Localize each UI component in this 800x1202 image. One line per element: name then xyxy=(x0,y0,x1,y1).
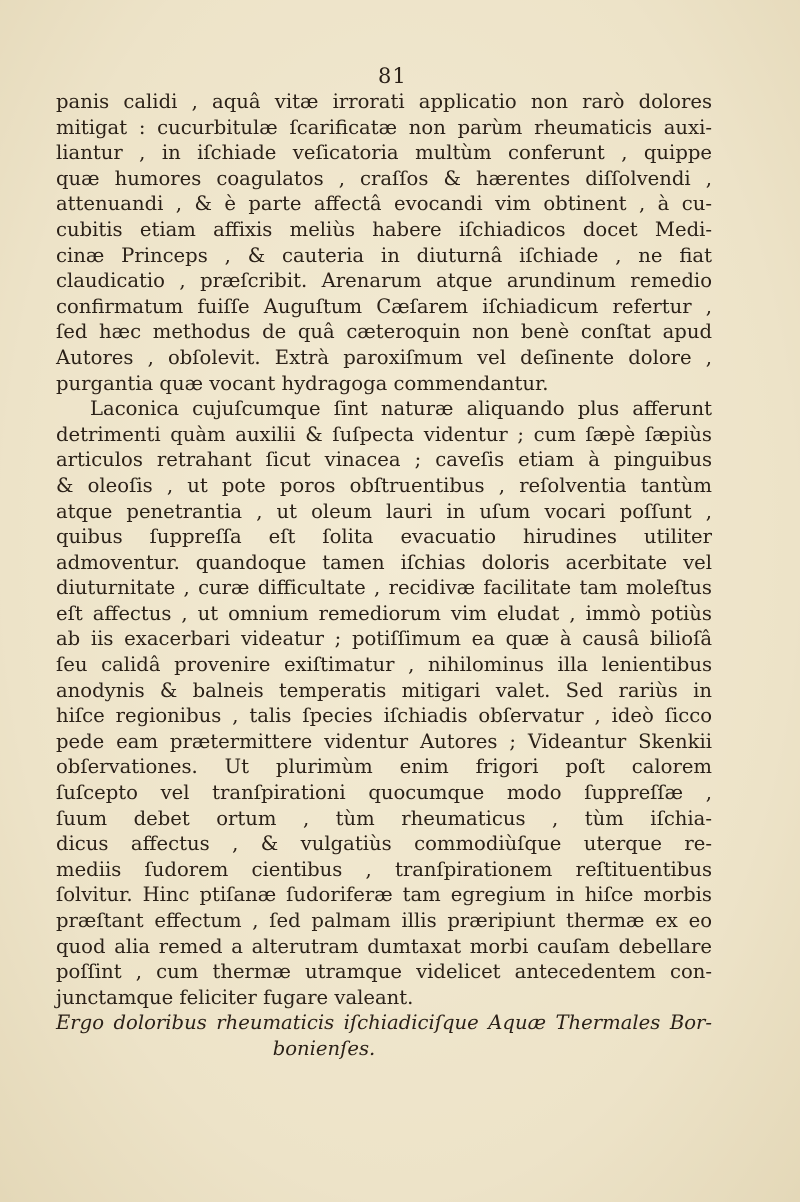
text-line: Laconica cujuſcumque ſint naturæ aliquando plus afferunt xyxy=(90,397,712,421)
conclusion-line-1: Ergo doloribus rheumaticis iſchiadiciſque Aquæ Thermales Bor- xyxy=(56,1011,712,1035)
text-line: quæ humores coagulatos , craſſos & hærentes diſſolvendi , xyxy=(56,166,712,190)
text-line: junctamque feliciter fugare valeant. xyxy=(56,985,414,1009)
text-line: admoventur. quandoque tamen iſchias doloris acerbitate vel xyxy=(56,550,712,574)
text-line: ſed hæc methodus de quâ cæteroquin non benè conſtat apud xyxy=(56,320,712,344)
text-line: pede eam prætermittere videntur Autores ; Videantur Skenkii xyxy=(56,729,712,753)
text-line: panis calidi , aquâ vitæ irrorati applicatio non rarò dolores xyxy=(56,90,712,113)
text-line: cinæ Princeps , & cauteria in diuturnâ iſchiade , ne fiat xyxy=(56,243,712,267)
body-text xyxy=(56,89,712,1062)
text-line: purgantia quæ vocant hydragoga commendantur. xyxy=(56,371,549,395)
text-line: confirmatum fuiſſe Auguſtum Cæſarem iſchiadicum refertur , xyxy=(56,294,712,318)
text-line: præſtant effectum , ſed palmam illis præripiunt thermæ ex eo xyxy=(56,909,712,932)
text-line: poſſint , cum thermæ utramque videlicet antecedentem con- xyxy=(56,960,712,984)
text-line: anodynis & balneis temperatis mitigari valet. Sed rariùs in xyxy=(56,678,712,702)
text-line: ſuſcepto vel tranſpirationi quocumque modo ſuppreſſæ , xyxy=(56,781,712,805)
text-line: attenuandi , & è parte affectâ evocandi vim obtinent , à cu- xyxy=(56,192,712,216)
text-line: dicus affectus , & vulgatiùs commodiùſque uterque re- xyxy=(56,832,712,856)
text-line: mitigat : cucurbitulæ ſcarificatæ non parùm rheumaticis auxi- xyxy=(56,115,712,139)
text-line: articulos retrahant ſicut vinacea ; caveſis etiam à pinguibus xyxy=(56,448,712,472)
text-line: hiſce regionibus , talis ſpecies iſchiadis obſervatur , ideò ſicco xyxy=(56,704,712,728)
text-line: & oleoſis , ut pote poros obſtruentibus , reſolventia tantùm xyxy=(56,473,712,497)
text-line: liantur , in iſchiade veſicatoria multùm conferunt , quippe xyxy=(56,141,712,165)
text-line: mediis ſudorem cientibus , tranſpirationem reſtituentibus xyxy=(56,857,712,881)
page-number: 81 xyxy=(378,64,407,88)
text-line: quod alia remed a alterutram dumtaxat morbi cauſam debellare xyxy=(56,934,712,958)
conclusion xyxy=(56,1010,712,1061)
text-line: quibus ſuppreſſa eſt ſolita evacuatio hirudines utiliter xyxy=(56,525,712,549)
text-line: cubitis etiam affixis meliùs habere iſchiadicos docet Medi- xyxy=(56,217,712,241)
text-line: ſuum debet ortum , tùm rheumaticus , tùm iſchia- xyxy=(56,806,712,830)
conclusion-line-2: bonienſes. xyxy=(272,1036,376,1060)
text-line: detrimenti quàm auxilii & ſuſpecta videntur ; cum ſæpè ſæpiùs xyxy=(56,422,712,446)
text-line: ſeu calidâ provenire exiſtimatur , nihilominus illa lenientibus xyxy=(56,653,712,677)
paragraph-2 xyxy=(56,396,712,1010)
text-line: eſt affectus , ut omnium remediorum vim eludat , immò potiùs xyxy=(56,601,712,625)
text-line: ſolvitur. Hinc ptiſanæ ſudoriferæ tam egregium in hiſce morbis xyxy=(56,883,712,907)
text-line: obſervationes. Ut plurimùm enim frigori poſt calorem xyxy=(56,755,712,779)
text-line: diuturnitate , curæ difficultate , recidivæ facilitate tam moleſtus xyxy=(56,576,712,600)
text-line: ab iis exacerbari videatur ; potiſſimum ea quæ à causâ bilioſâ xyxy=(56,627,712,651)
text-line: claudicatio , præſcribit. Arenarum atque arundinum remedio xyxy=(56,269,712,293)
text-line: Autores , obſolevit. Extrà paroxiſmum vel deſinente dolore , xyxy=(56,345,712,369)
text-line: atque penetrantia , ut oleum lauri in uſum vocari poſſunt , xyxy=(56,499,712,523)
paragraph-1 xyxy=(56,89,712,396)
